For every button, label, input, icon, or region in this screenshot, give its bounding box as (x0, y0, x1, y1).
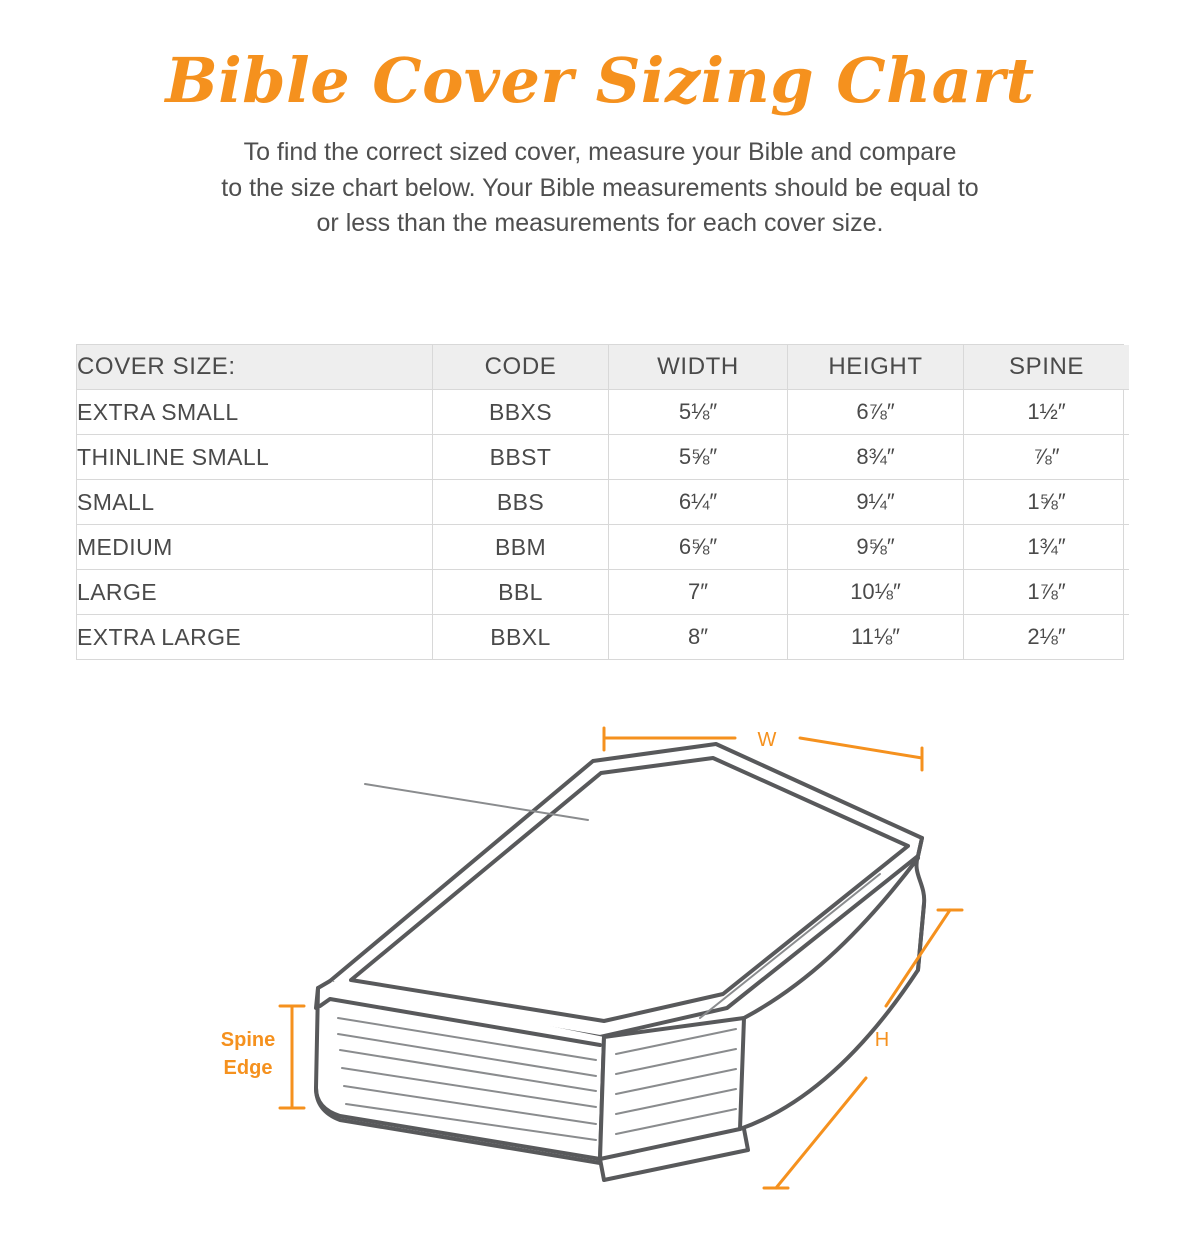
table-row (77, 525, 1129, 570)
intro-line-1: To find the correct sized cover, measure your Bible and compare (243, 138, 957, 167)
height-dimension-label: H (874, 1029, 890, 1051)
table-row (77, 480, 1129, 525)
cell-cover-size: EXTRA LARGE (77, 615, 433, 660)
cell-width: 6¼″ (609, 480, 788, 525)
cell-cover-size: EXTRA SMALL (77, 390, 433, 435)
sizing-chart-page (0, 44, 1200, 1248)
table-row (77, 390, 1129, 435)
width-dimension-label: W (757, 729, 777, 751)
cell-width: 5⅛″ (609, 390, 788, 435)
cell-cover-size: SMALL (77, 480, 433, 525)
page-title: Bible Cover Sizing Chart (165, 44, 1035, 117)
table-header (77, 345, 1129, 390)
cell-cover-size: THINLINE SMALL (77, 435, 433, 480)
cell-height: 9⅝″ (788, 525, 964, 570)
cell-width: 5⅝″ (609, 435, 788, 480)
cell-cover-size: MEDIUM (77, 525, 433, 570)
cell-spine: 1¾″ (964, 525, 1130, 570)
book-drawing (316, 744, 924, 1180)
column-header-height: HEIGHT (788, 345, 964, 390)
cell-cover-size: LARGE (77, 570, 433, 615)
cell-height: 8¾″ (788, 435, 964, 480)
table-row (77, 435, 1129, 480)
table-row (77, 615, 1129, 660)
cell-width: 8″ (609, 615, 788, 660)
cell-height: 6⅞″ (788, 390, 964, 435)
spine-edge-label-line1: Spine (220, 1029, 276, 1051)
cell-spine: 1½″ (964, 390, 1130, 435)
cell-spine: ⅞″ (964, 435, 1130, 480)
cell-code: BBL (433, 570, 609, 615)
cell-code: BBS (433, 480, 609, 525)
column-header-width: WIDTH (609, 345, 788, 390)
cell-height: 10⅛″ (788, 570, 964, 615)
intro-line-2: to the size chart below. Your Bible measurements should be equal to (221, 173, 979, 202)
spine-dimension (280, 1006, 304, 1108)
column-header-code: CODE (433, 345, 609, 390)
spine-edge-label-line2: Edge (223, 1057, 273, 1079)
cell-code: BBXS (433, 390, 609, 435)
cell-spine: 2⅛″ (1027, 624, 1066, 649)
cell-width: 6⅝″ (609, 525, 788, 570)
intro-line-3: or less than the measurements for each cover size. (316, 209, 884, 238)
cell-height: 9¼″ (788, 480, 964, 525)
cell-code: BBST (433, 435, 609, 480)
table-body (77, 390, 1129, 660)
column-header-cover-size: COVER SIZE: (77, 345, 433, 390)
table-row (77, 570, 1129, 615)
cell-code: BBXL (433, 615, 609, 660)
cell-spine: 1⅝″ (964, 480, 1130, 525)
table-header-row (77, 345, 1129, 390)
cell-width: 7″ (609, 570, 788, 615)
sizing-table-container (76, 344, 1124, 660)
cell-spine: 1⅞″ (964, 570, 1130, 615)
cell-code: BBM (433, 525, 609, 570)
column-header-spine: SPINE (964, 345, 1130, 390)
intro-paragraph (160, 135, 1040, 242)
sizing-table (77, 345, 1129, 659)
book-illustration (0, 688, 1200, 1248)
cell-height: 11⅛″ (788, 615, 964, 660)
